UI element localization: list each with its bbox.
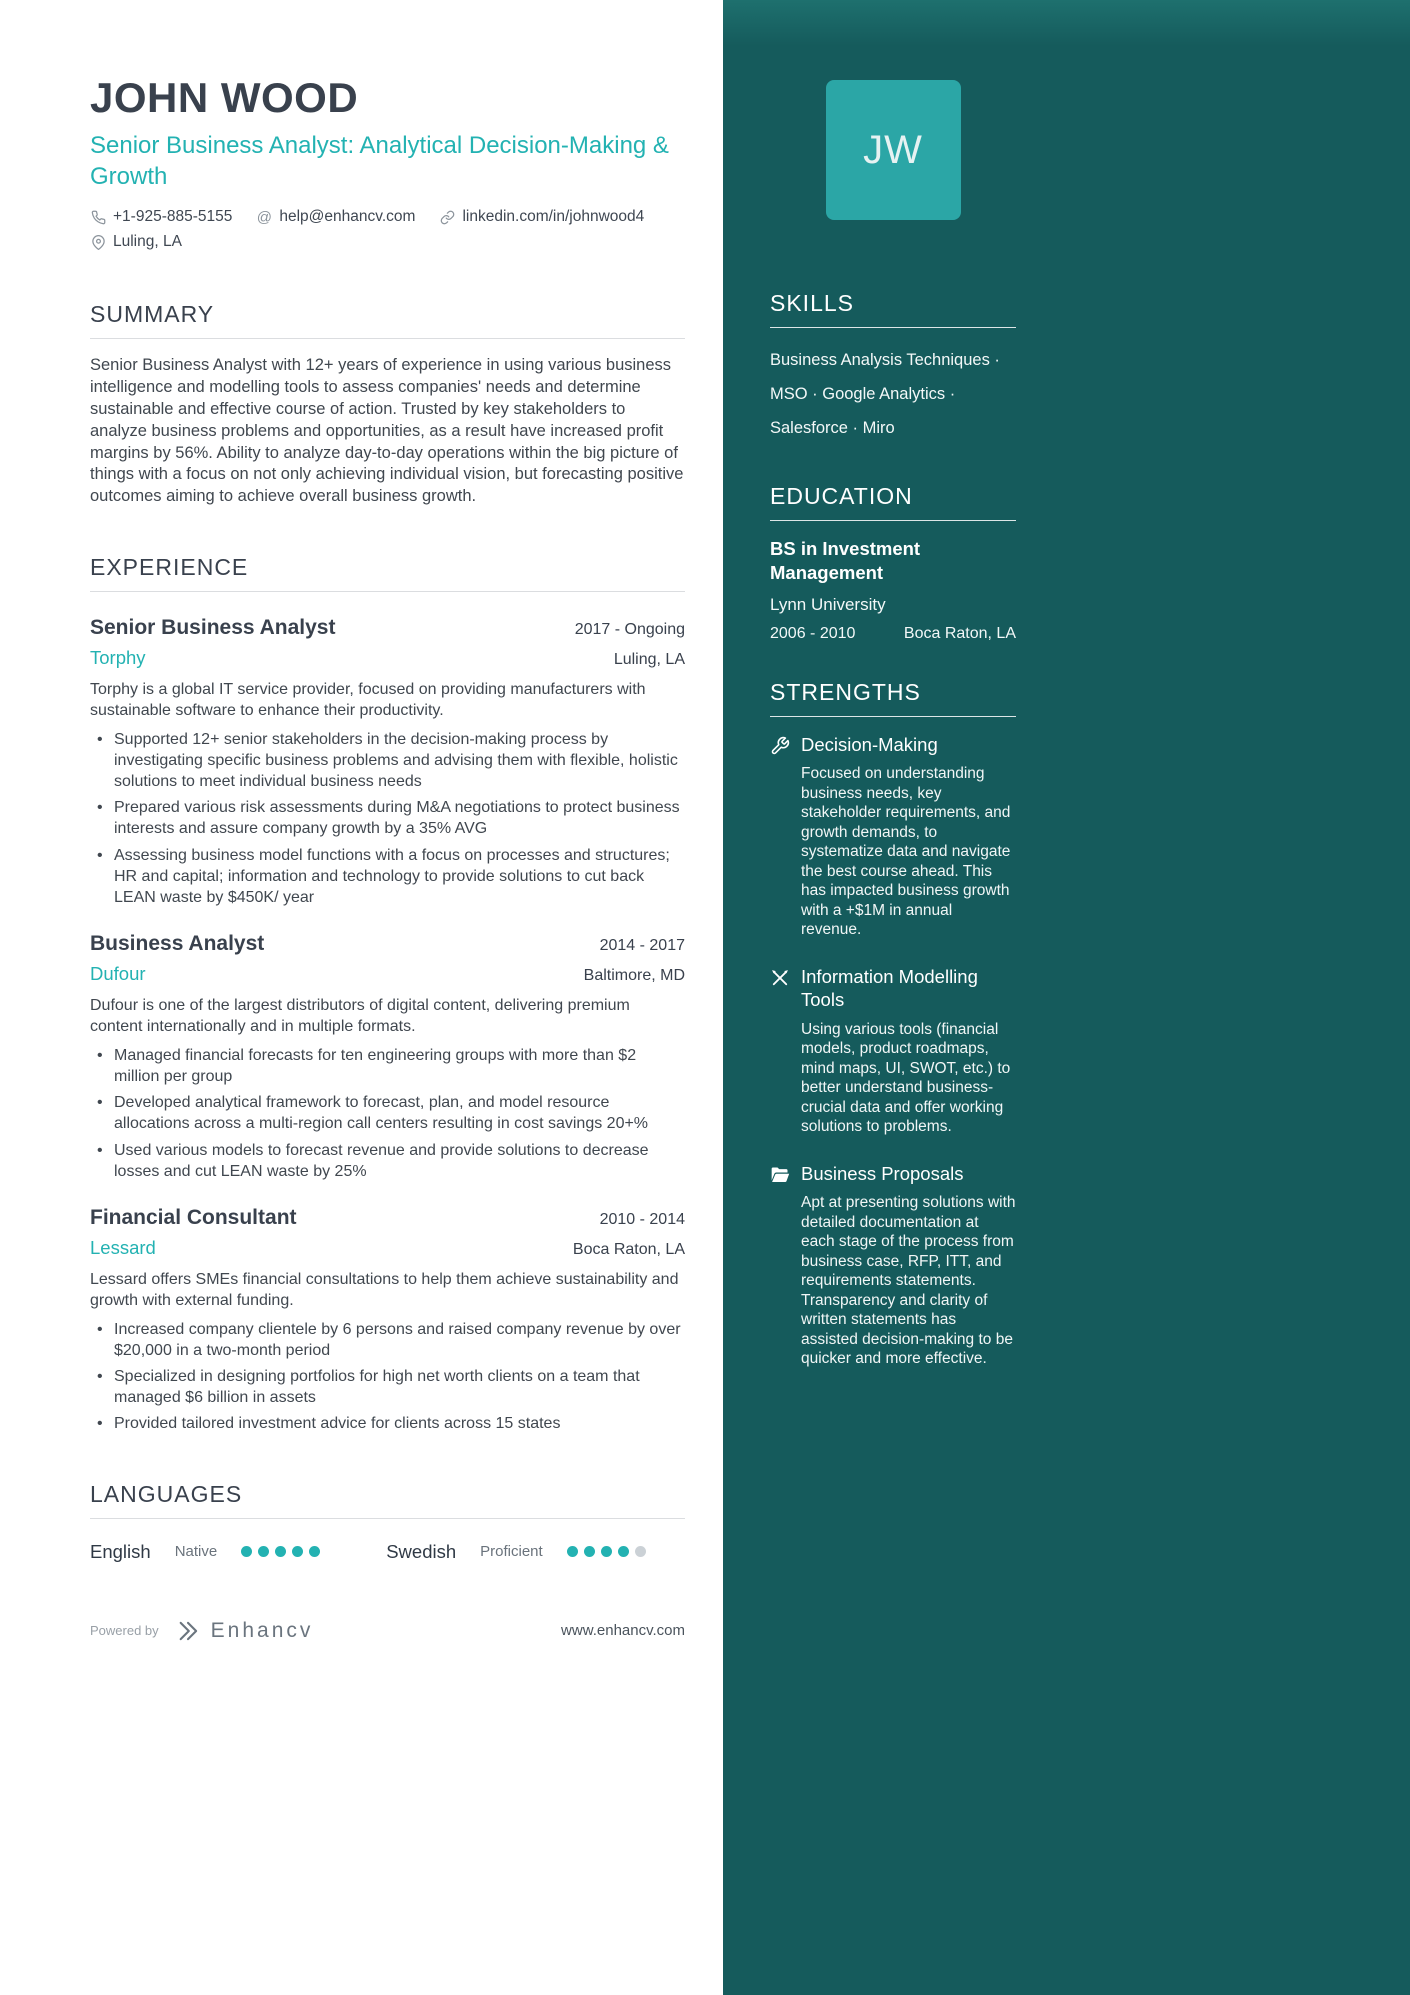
powered-by-block xyxy=(90,1619,313,1643)
proficiency-dots xyxy=(567,1546,646,1557)
location-text: Luling, LA xyxy=(113,233,182,251)
job-company-row xyxy=(90,963,685,985)
bullet-item: • Developed analytical framework to forecast, plan, and model resource allocations across a multi-region call centers resulting in cost savings 20+% xyxy=(90,1092,685,1134)
bullet-item: • Increased company clientele by 6 persons and raised company revenue by over $20,000 in a two-month period xyxy=(90,1319,685,1361)
bullet-item: • Managed financial forecasts for ten engineering groups with more than $2 million per group xyxy=(90,1045,685,1087)
strength-item xyxy=(770,733,1016,940)
company-name: Dufour xyxy=(90,962,146,984)
proficiency-dot xyxy=(567,1546,578,1557)
proficiency-dot xyxy=(275,1546,286,1557)
folder-open-icon xyxy=(770,1165,790,1185)
education-dates: 2006 - 2010 xyxy=(770,624,856,642)
page-footer xyxy=(90,1619,685,1643)
at-icon xyxy=(256,209,272,225)
proficiency-dot xyxy=(584,1546,595,1557)
strength-title: Information Modelling Tools xyxy=(801,965,978,1011)
job-bullets xyxy=(90,729,685,908)
link-icon xyxy=(439,209,455,225)
language-name: Swedish xyxy=(386,1540,457,1562)
proficiency-dot xyxy=(292,1546,303,1557)
bullet-item: • Used various models to forecast revenue and provide solutions to decrease losses and cut LEAN waste by 25% xyxy=(90,1140,685,1182)
strength-title: Business Proposals xyxy=(801,1162,964,1184)
job-title: Financial Consultant xyxy=(90,1205,297,1229)
education-section xyxy=(770,483,1016,642)
summary-text: Senior Business Analyst with 12+ years of experience in using various business intelligence and modelling tools to assess companies' needs and determine sustainable and effective course of action. Trusted by key stakeholders to analyze business problems and opportunities, as a result have increased profit margins by 56%. Ability to analyze day-to-day operations within the big picture of things with a focus on not only achieving individual vision, but forecasting positive outcomes aiming to achieve overall business growth. xyxy=(90,356,684,506)
phone-icon xyxy=(90,209,106,225)
wrench-icon xyxy=(770,736,790,756)
email-address[interactable]: help@enhancv.com xyxy=(279,208,416,226)
company-description: Lessard offers SMEs financial consultations to help them achieve sustainability and growth with external funding. xyxy=(90,1270,679,1309)
job-title: Business Analyst xyxy=(90,931,265,955)
proficiency-dot xyxy=(635,1546,646,1557)
strengths-section xyxy=(770,679,1016,1369)
phone-item xyxy=(90,208,232,226)
tools-icon xyxy=(770,968,790,988)
contact-row-1 xyxy=(90,208,685,226)
proficiency-dot xyxy=(258,1546,269,1557)
experience-heading: EXPERIENCE xyxy=(90,554,685,592)
candidate-headline: Senior Business Analyst: Analytical Decision-Making & Growth xyxy=(90,132,669,191)
proficiency-dots xyxy=(241,1546,320,1557)
company-name: Torphy xyxy=(90,646,146,668)
education-meta-row xyxy=(770,625,1016,643)
strength-text: Using various tools (financial models, product roadmaps, mind maps, UI, SWOT, etc.) to better understand business-crucial data and offer working solutions to problems. xyxy=(801,1020,1011,1136)
strength-title: Decision-Making xyxy=(801,733,938,755)
candidate-name: JOHN WOOD xyxy=(90,74,359,121)
language-level: Proficient xyxy=(480,1543,543,1561)
education-location: Boca Raton, LA xyxy=(903,624,1016,642)
linkedin-item[interactable] xyxy=(439,208,644,226)
strength-text: Focused on understanding business needs, key stakeholder requirements, and growth demands, to systematize data and navigate the best course ahead. This has impacted business growth with a +$1M in annual revenue. xyxy=(801,765,1011,939)
language-item xyxy=(90,1541,320,1563)
website-link[interactable]: www.enhancv.com xyxy=(561,1622,685,1640)
location-pin-icon xyxy=(90,234,106,250)
sidebar xyxy=(723,0,1410,1995)
location-item xyxy=(90,233,182,251)
job-title-row xyxy=(90,932,685,956)
company-description: Torphy is a global IT service provider, focused on providing manufacturers with sustainable software to enhance their productivity. xyxy=(90,680,646,719)
enhancv-logo xyxy=(175,1619,314,1643)
experience-item xyxy=(90,1206,685,1435)
skills-heading: SKILLS xyxy=(770,290,1016,328)
contact-info xyxy=(90,208,685,251)
proficiency-dot xyxy=(241,1546,252,1557)
linkedin-url[interactable]: linkedin.com/in/johnwood4 xyxy=(462,208,645,226)
language-name: English xyxy=(90,1540,151,1562)
job-dates: 2017 - Ongoing xyxy=(574,620,685,638)
job-company-row xyxy=(90,647,685,669)
summary-heading: SUMMARY xyxy=(90,301,685,339)
proficiency-dot xyxy=(601,1546,612,1557)
job-bullets xyxy=(90,1045,685,1182)
powered-by-label: Powered by xyxy=(90,1623,159,1639)
strengths-heading: STRENGTHS xyxy=(770,679,1016,717)
job-location: Baltimore, MD xyxy=(583,966,685,984)
enhancv-wordmark: Enhancv xyxy=(210,1618,314,1642)
bullet-item: • Supported 12+ senior stakeholders in the decision-making process by investigating specific business problems and advising them with flexible, holistic solutions to meet individual business needs xyxy=(90,729,685,792)
languages-heading: LANGUAGES xyxy=(90,1481,685,1519)
job-bullets xyxy=(90,1319,685,1435)
bullet-item: • Provided tailored investment advice for clients across 15 states xyxy=(90,1413,685,1434)
experience-item xyxy=(90,932,685,1182)
job-location: Luling, LA xyxy=(613,650,685,668)
strength-item xyxy=(770,965,1016,1137)
email-item[interactable] xyxy=(256,208,415,226)
languages-list xyxy=(90,1541,685,1563)
bullet-item: • Specialized in designing portfolios for high net worth clients on a team that managed $6 billion in assets xyxy=(90,1366,685,1408)
job-title: Senior Business Analyst xyxy=(90,615,336,639)
strength-text: Apt at presenting solutions with detailed documentation at each stage of the process from business case, RFP, ITT, and requirements statements. Transparency and clarity of written statements has assisted decision-making to be quicker and more effective. xyxy=(801,1194,1016,1368)
school-name: Lynn University xyxy=(770,594,886,614)
job-dates: 2014 - 2017 xyxy=(599,936,685,954)
job-location: Boca Raton, LA xyxy=(572,1240,685,1258)
language-level: Native xyxy=(174,1543,218,1561)
skills-list: Business Analysis Techniques · MSO · Google Analytics · Salesforce · Miro xyxy=(770,351,1000,437)
phone-number: +1-925-885-5155 xyxy=(113,208,233,226)
avatar: JW xyxy=(826,80,961,220)
language-item xyxy=(386,1541,645,1563)
job-dates: 2010 - 2014 xyxy=(599,1210,685,1228)
job-title-row xyxy=(90,616,685,640)
proficiency-dot xyxy=(618,1546,629,1557)
education-heading: EDUCATION xyxy=(770,483,1016,521)
strength-item xyxy=(770,1162,1016,1369)
experience-item xyxy=(90,616,685,908)
degree-title: BS in Investment Management xyxy=(770,538,921,584)
job-company-row xyxy=(90,1237,685,1259)
proficiency-dot xyxy=(309,1546,320,1557)
contact-row-2 xyxy=(90,233,685,251)
company-name: Lessard xyxy=(90,1236,156,1258)
enhancv-logo-icon xyxy=(175,1619,201,1643)
bullet-item: • Prepared various risk assessments during M&A negotiations to protect business interests and assure company growth by a 35% AVG xyxy=(90,797,685,839)
bullet-item: • Assessing business model functions with a focus on processes and structures; HR and capital; information and technology to provide solutions to cut back LEAN waste by $450K/ year xyxy=(90,845,685,908)
company-description: Dufour is one of the largest distributors of digital content, delivering premium content internationally and in multiple formats. xyxy=(90,996,630,1036)
sidebar-content xyxy=(770,80,1016,1369)
job-title-row xyxy=(90,1206,685,1230)
